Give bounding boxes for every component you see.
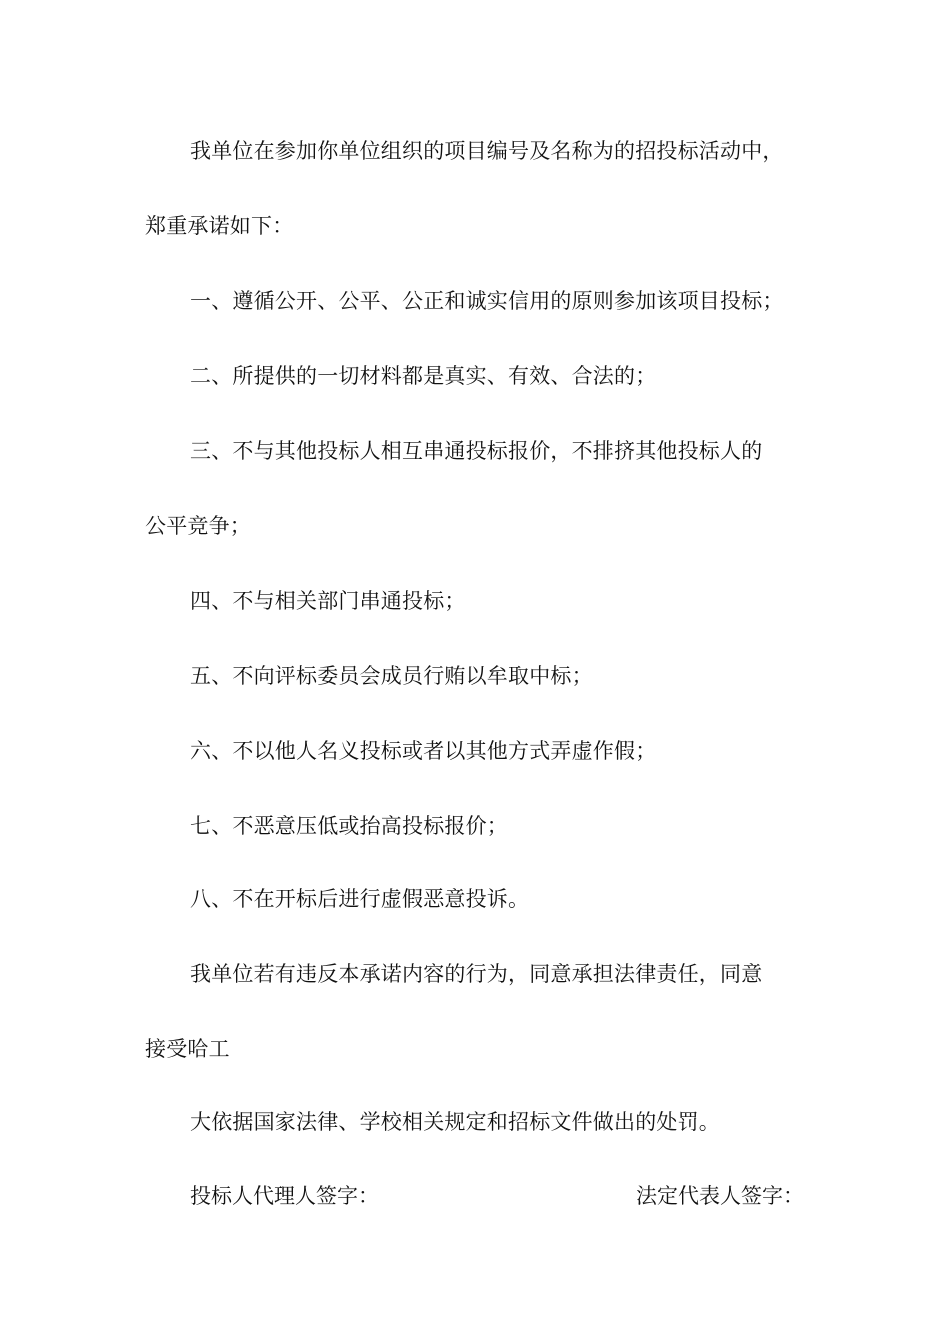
closing-line-3: 大依据国家法律、学校相关规定和招标文件做出的处罚。 [190,1110,720,1134]
commitment-item-3-line-1: 三、不与其他投标人相互串通投标报价，不排挤其他投标人的 [190,439,763,463]
commitment-item-7: 七、不恶意压低或抬高投标报价； [190,814,508,838]
intro-line-1: 我单位在参加你单位组织的项目编号及名称为的招投标活动中， [190,139,784,163]
closing-line-1: 我单位若有违反本承诺内容的行为，同意承担法律责任，同意 [190,962,763,986]
commitment-item-5: 五、不向评标委员会成员行贿以牟取中标； [190,664,593,688]
commitment-item-3-line-2: 公平竞争； [145,514,251,538]
commitment-item-1: 一、遵循公开、公平、公正和诚实信用的原则参加该项目投标； [190,289,784,313]
agent-signature-label: 投标人代理人签字： [190,1184,379,1208]
commitment-item-6: 六、不以他人名义投标或者以其他方式弄虚作假； [190,739,657,763]
commitment-item-4: 四、不与相关部门串通投标； [190,589,466,613]
commitment-item-2: 二、所提供的一切材料都是真实、有效、合法的； [190,364,657,388]
commitment-item-8: 八、不在开标后进行虚假恶意投诉。 [190,887,530,911]
legal-representative-signature-label: 法定代表人签字： [636,1184,804,1208]
intro-line-2: 郑重承诺如下： [145,214,294,238]
closing-line-2: 接受哈工 [145,1037,230,1061]
